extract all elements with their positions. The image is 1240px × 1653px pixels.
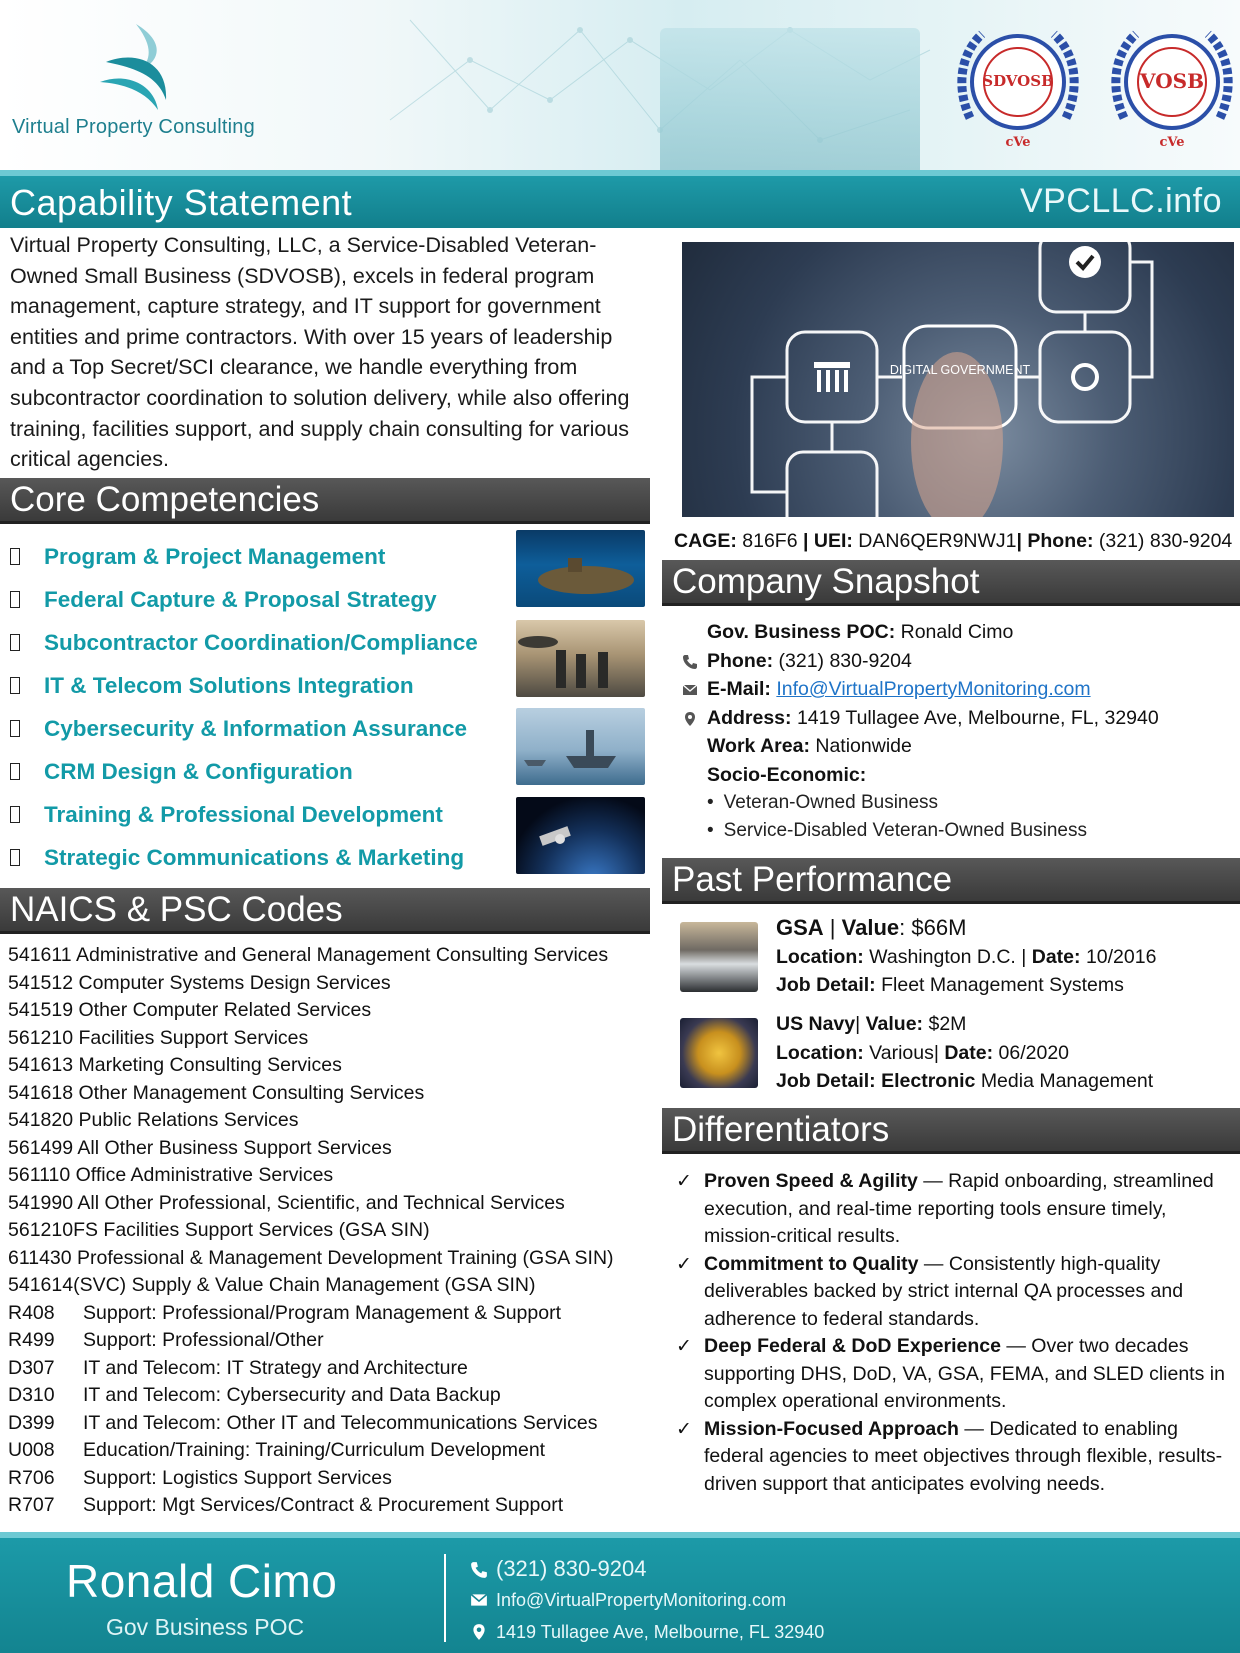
code: 561210 [8, 1026, 74, 1049]
work-area-label: Work Area: [707, 735, 810, 757]
location: Washington D.C. [869, 945, 1016, 968]
code: 561210FS [8, 1219, 98, 1241]
code-row [8, 1217, 668, 1245]
agency: GSA [776, 915, 824, 940]
code-description: All Other Business Support Services [77, 1136, 392, 1159]
location-line: Location: Various| Date: 06/2020 [776, 1041, 1070, 1064]
code-row [8, 1437, 668, 1465]
competency-label: Federal Capture & Proposal Strategy [44, 586, 437, 612]
vosb-seal [1104, 18, 1240, 154]
location: Various [869, 1041, 934, 1064]
work-area-row [672, 732, 1232, 761]
uei-label: UEI: [813, 530, 853, 552]
code: 561499 [8, 1136, 74, 1159]
company-logo-icon [96, 22, 176, 112]
differentiator-title: Deep Federal & DoD Experience [704, 1335, 1001, 1357]
list-item [0, 793, 515, 836]
detail-line [776, 1067, 1153, 1096]
list-item [0, 836, 515, 879]
competency-label: Cybersecurity & Information Assurance [44, 715, 468, 741]
phone-row [672, 647, 1232, 676]
code: R408 [8, 1301, 55, 1324]
list-item [0, 707, 515, 750]
code-row [8, 1190, 668, 1218]
past-performance-details [776, 914, 1156, 1000]
code-row [8, 997, 668, 1025]
code-row [8, 1492, 668, 1520]
code: 541613 [8, 1054, 74, 1076]
code-row [8, 970, 668, 998]
header-house-photo [660, 28, 920, 170]
contract-head: GSA | Value: $66M [776, 915, 967, 940]
contract-value: $2M [928, 1013, 967, 1035]
sdvosb-label: SDVOSB [982, 72, 1054, 90]
job-detail: Media Management [980, 1070, 1154, 1092]
cage-label: CAGE: [674, 530, 737, 552]
phone-number[interactable]: (321) 830-9204 [1098, 530, 1233, 552]
code-row [8, 1135, 668, 1163]
differentiator-text: Dedicated to enabling federal agencies to meet objectives through flexible, results-driven support that anticipates evolving needs. [704, 1417, 1223, 1495]
section-differentiators: Differentiators [662, 1108, 1240, 1154]
header-band [0, 0, 1240, 170]
email-label: E-Mail: [707, 678, 771, 700]
title-bar [0, 170, 1240, 228]
section-company-snapshot: Company Snapshot [662, 560, 1240, 606]
checkbox-icon [10, 806, 20, 823]
code-description: IT and Telecom: IT Strategy and Architecture [83, 1356, 468, 1379]
code-description: Support: Mgt Services/Contract & Procurement Support [83, 1494, 564, 1516]
code-description: Facilities Support Services [78, 1026, 309, 1049]
footer-email[interactable] [470, 1590, 786, 1611]
poc-row [672, 618, 1232, 647]
company-snapshot [672, 618, 1232, 845]
phone-icon [682, 654, 698, 670]
warships-photo [516, 708, 645, 785]
code-description: Professional & Management Development Training (GSA SIN) [77, 1246, 614, 1269]
code: D399 [8, 1411, 55, 1434]
footer-divider [444, 1554, 446, 1642]
contact-name: Ronald Cimo [66, 1555, 338, 1607]
address-label: Address: [707, 706, 792, 729]
agency: US Navy [776, 1013, 856, 1035]
code: 611430 [8, 1246, 72, 1269]
code-description: Education/Training: Training/Curriculum Development [83, 1439, 546, 1461]
socio-economic-label: Socio-Economic: [707, 763, 867, 786]
detail-label: Job Detail: [776, 974, 876, 996]
fleet-cars-photo [680, 922, 758, 992]
differentiator-text: Consistently high-quality deliverables backed by strict internal QA processes and adherence to federal standards. [704, 1252, 1184, 1330]
code-row [8, 1327, 668, 1355]
code: R707 [8, 1494, 55, 1516]
competency-label: Training & Professional Development [44, 801, 443, 827]
registration-info: CAGE: 816F6 | UEI: DAN6QER9NWJ1| Phone: (321) 830-9204 [674, 530, 1233, 552]
code-description: All Other Professional, Scientific, and Technical Services [77, 1191, 565, 1214]
section-past-performance: Past Performance [662, 858, 1240, 904]
code: D307 [8, 1356, 55, 1379]
differentiator-title: Proven Speed & Agility [704, 1170, 918, 1192]
phone-label: Phone: [707, 649, 774, 672]
section-naics-psc: NAICS & PSC Codes [0, 888, 650, 934]
submarine-photo [516, 530, 645, 607]
code-description: Computer Systems Design Services [78, 971, 391, 994]
code-row [8, 1107, 668, 1135]
code-description: Other Management Consulting Services [78, 1081, 425, 1104]
list-item [0, 621, 515, 664]
differentiator-text: Rapid onboarding, streamlined execution, and real-time reporting tools ensure timely, mission-critical results. [704, 1170, 1214, 1247]
svg-text:cVe: cVe [1159, 135, 1185, 150]
footer-phone[interactable] [470, 1556, 646, 1582]
phone-number[interactable]: (321) 830-9204 [778, 649, 912, 672]
address-row [672, 704, 1232, 733]
list-item [0, 750, 515, 793]
location-label: Location: [776, 1041, 864, 1064]
location-line: Location: Washington D.C. | Date: 10/2016 [776, 945, 1157, 968]
location-pin-icon [470, 1623, 488, 1641]
email-row [672, 675, 1232, 704]
code-row [8, 1300, 668, 1328]
poc-label: Gov. Business POC: [707, 621, 896, 643]
vosb-label: VOSB [1140, 69, 1204, 93]
poc-name: Ronald Cimo [900, 621, 1014, 643]
mail-icon [682, 682, 698, 698]
code: U008 [8, 1439, 55, 1461]
list-item: ✓ Commitment to Quality — Consistently high-quality deliverables backed by strict internal QA processes and adherence to federal standards. [672, 1251, 1232, 1334]
code-row [8, 1052, 668, 1080]
list-item [0, 578, 515, 621]
checkbox-icon [10, 634, 20, 651]
checkbox-icon [10, 849, 20, 866]
list-item [0, 664, 515, 707]
differentiator-title: Commitment to Quality [704, 1252, 919, 1275]
list-item: ✓ Proven Speed & Agility — Rapid onboarding, streamlined execution, and real-time reporting tools ensure timely, mission-critical results. [672, 1168, 1232, 1251]
contact-role: Gov Business POC [106, 1614, 305, 1640]
location-label: Location: [776, 945, 864, 968]
codes-list [8, 942, 668, 1520]
checkbox-icon [10, 548, 20, 565]
date: 10/2016 [1085, 945, 1157, 968]
footer-address [470, 1622, 824, 1643]
location-pin-icon [682, 711, 698, 727]
mail-icon [470, 1591, 488, 1609]
competency-label: CRM Design & Configuration [44, 758, 353, 784]
job-detail: Fleet Management Systems [881, 974, 1124, 996]
code-description: IT and Telecom: Other IT and Telecommunications Services [83, 1411, 598, 1434]
footer-address-text: 1419 Tullagee Ave, Melbourne, FL 32940 [496, 1622, 825, 1642]
code: R706 [8, 1466, 55, 1489]
code-description: Other Computer Related Services [78, 999, 372, 1021]
code-description: IT and Telecom: Cybersecurity and Data Backup [83, 1384, 501, 1406]
code-row [8, 942, 668, 970]
code-description: Support: Professional/Program Management & Support [83, 1301, 562, 1324]
code-row [8, 1245, 668, 1273]
code: R499 [8, 1329, 55, 1351]
differentiator-text: Over two decades supporting DHS, DoD, VA, GSA, FEMA, and SLED clients in complex operational environments. [704, 1335, 1225, 1412]
code-row [8, 1465, 668, 1493]
list-item: ✓ Mission-Focused Approach — Dedicated to enabling federal agencies to meet objectives through flexible, results-driven support that anticipates evolving needs. [672, 1416, 1232, 1499]
code-description: Office Administrative Services [75, 1164, 334, 1186]
value-label: Value: [865, 1013, 924, 1035]
code: 541519 [8, 999, 74, 1021]
uei-code: DAN6QER9NWJ1 [858, 530, 1017, 552]
checkbox-icon [10, 591, 20, 608]
navy-seal-photo [680, 1018, 758, 1088]
code-row [8, 1080, 668, 1108]
section-core-competencies: Core Competencies [0, 478, 650, 524]
date: 06/2020 [998, 1041, 1070, 1064]
checkbox-icon [10, 720, 20, 737]
list-item: • Veteran-Owned Business [707, 789, 1232, 817]
code-description: Marketing Consulting Services [78, 1054, 342, 1076]
list-item: • Service-Disabled Veteran-Owned Business [707, 817, 1232, 845]
contract-value: $66M [911, 915, 967, 940]
list-item [0, 535, 515, 578]
code: 541611 [8, 944, 72, 966]
socio-economic-row [672, 761, 1232, 790]
competency-list [0, 535, 515, 879]
satellite-earth-photo [516, 797, 645, 874]
value-label: Value [841, 915, 900, 940]
checkbox-icon [10, 763, 20, 780]
soldiers-photo [516, 620, 645, 697]
code: 541820 [8, 1109, 74, 1131]
hero-label: DIGITAL GOVERNMENT [889, 363, 1031, 377]
code-description: Support: Professional/Other [83, 1329, 324, 1351]
code-row [8, 1272, 668, 1300]
differentiator-title: Mission-Focused Approach [704, 1417, 959, 1440]
cage-code: 816F6 [742, 530, 798, 552]
intro-paragraph: Virtual Property Consulting, LLC, a Service-Disabled Veteran-Owned Small Business (SDVOSB), excels in federal program management, capture strategy, and IT support for government entities and prime contractors. With over 15 years of leadership and a Top Secret/SCI clearance, we handle everything from subcontractor coordination to solution delivery, while also offering training, facilities support, and supply chain consulting for various critical agencies. [10, 233, 630, 472]
code-description: Facilities Support Services (GSA SIN) [103, 1219, 430, 1241]
company-name: Virtual Property Consulting [12, 116, 255, 138]
footer-phone-text: (321) 830-9204 [496, 1556, 647, 1581]
code-row [8, 1025, 668, 1053]
phone-icon [470, 1561, 488, 1579]
footer-email-text: Info@VirtualPropertyMonitoring.com [496, 1590, 787, 1610]
differentiator-list [672, 1168, 1232, 1498]
code-row [8, 1382, 668, 1410]
socio-economic-list [672, 789, 1232, 845]
checkbox-icon [10, 677, 20, 694]
code: 541618 [8, 1081, 74, 1104]
detail-label: Job Detail: Electronic [776, 1070, 976, 1092]
code-row [8, 1410, 668, 1438]
code: 541614(SVC) [8, 1274, 127, 1296]
code-description: Supply & Value Chain Management (GSA SIN) [131, 1274, 536, 1296]
competency-label: IT & Telecom Solutions Integration [44, 672, 414, 698]
list-item: ✓ Deep Federal & DoD Experience — Over two decades supporting DHS, DoD, VA, GSA, FEMA, and SLED clients in complex operational environments. [672, 1333, 1232, 1416]
competency-label: Subcontractor Coordination/Compliance [44, 629, 478, 655]
code-row [8, 1162, 668, 1190]
competency-label: Strategic Communications & Marketing [44, 844, 465, 870]
code: 541512 [8, 971, 74, 994]
competency-label: Program & Project Management [44, 543, 386, 569]
code-description: Administrative and General Management Consulting Services [75, 944, 609, 966]
phone-label: Phone: [1027, 530, 1094, 552]
digital-government-image [682, 242, 1234, 517]
website-url[interactable]: VPCLLC.info [1019, 182, 1222, 220]
sdvosb-seal [950, 18, 1086, 154]
code-description: Support: Logistics Support Services [83, 1466, 392, 1489]
svg-text:cVe: cVe [1005, 135, 1031, 150]
code-description: Public Relations Services [78, 1109, 299, 1131]
work-area: Nationwide [815, 735, 912, 757]
detail-line [776, 971, 1156, 1000]
email-link[interactable]: Info@VirtualPropertyMonitoring.com [776, 678, 1091, 700]
date-label: Date: [944, 1041, 994, 1064]
code: 541990 [8, 1191, 74, 1214]
contract-head: US Navy| Value: $2M [776, 1013, 967, 1035]
address: 1419 Tullagee Ave, Melbourne, FL, 32940 [796, 706, 1159, 729]
code: D310 [8, 1384, 55, 1406]
date-label: Date: [1031, 945, 1081, 968]
code-row [8, 1355, 668, 1383]
past-performance-details [776, 1010, 1153, 1096]
page-title: Capability Statement [10, 182, 353, 223]
footer [0, 1532, 1240, 1653]
code: 561110 [8, 1164, 71, 1186]
